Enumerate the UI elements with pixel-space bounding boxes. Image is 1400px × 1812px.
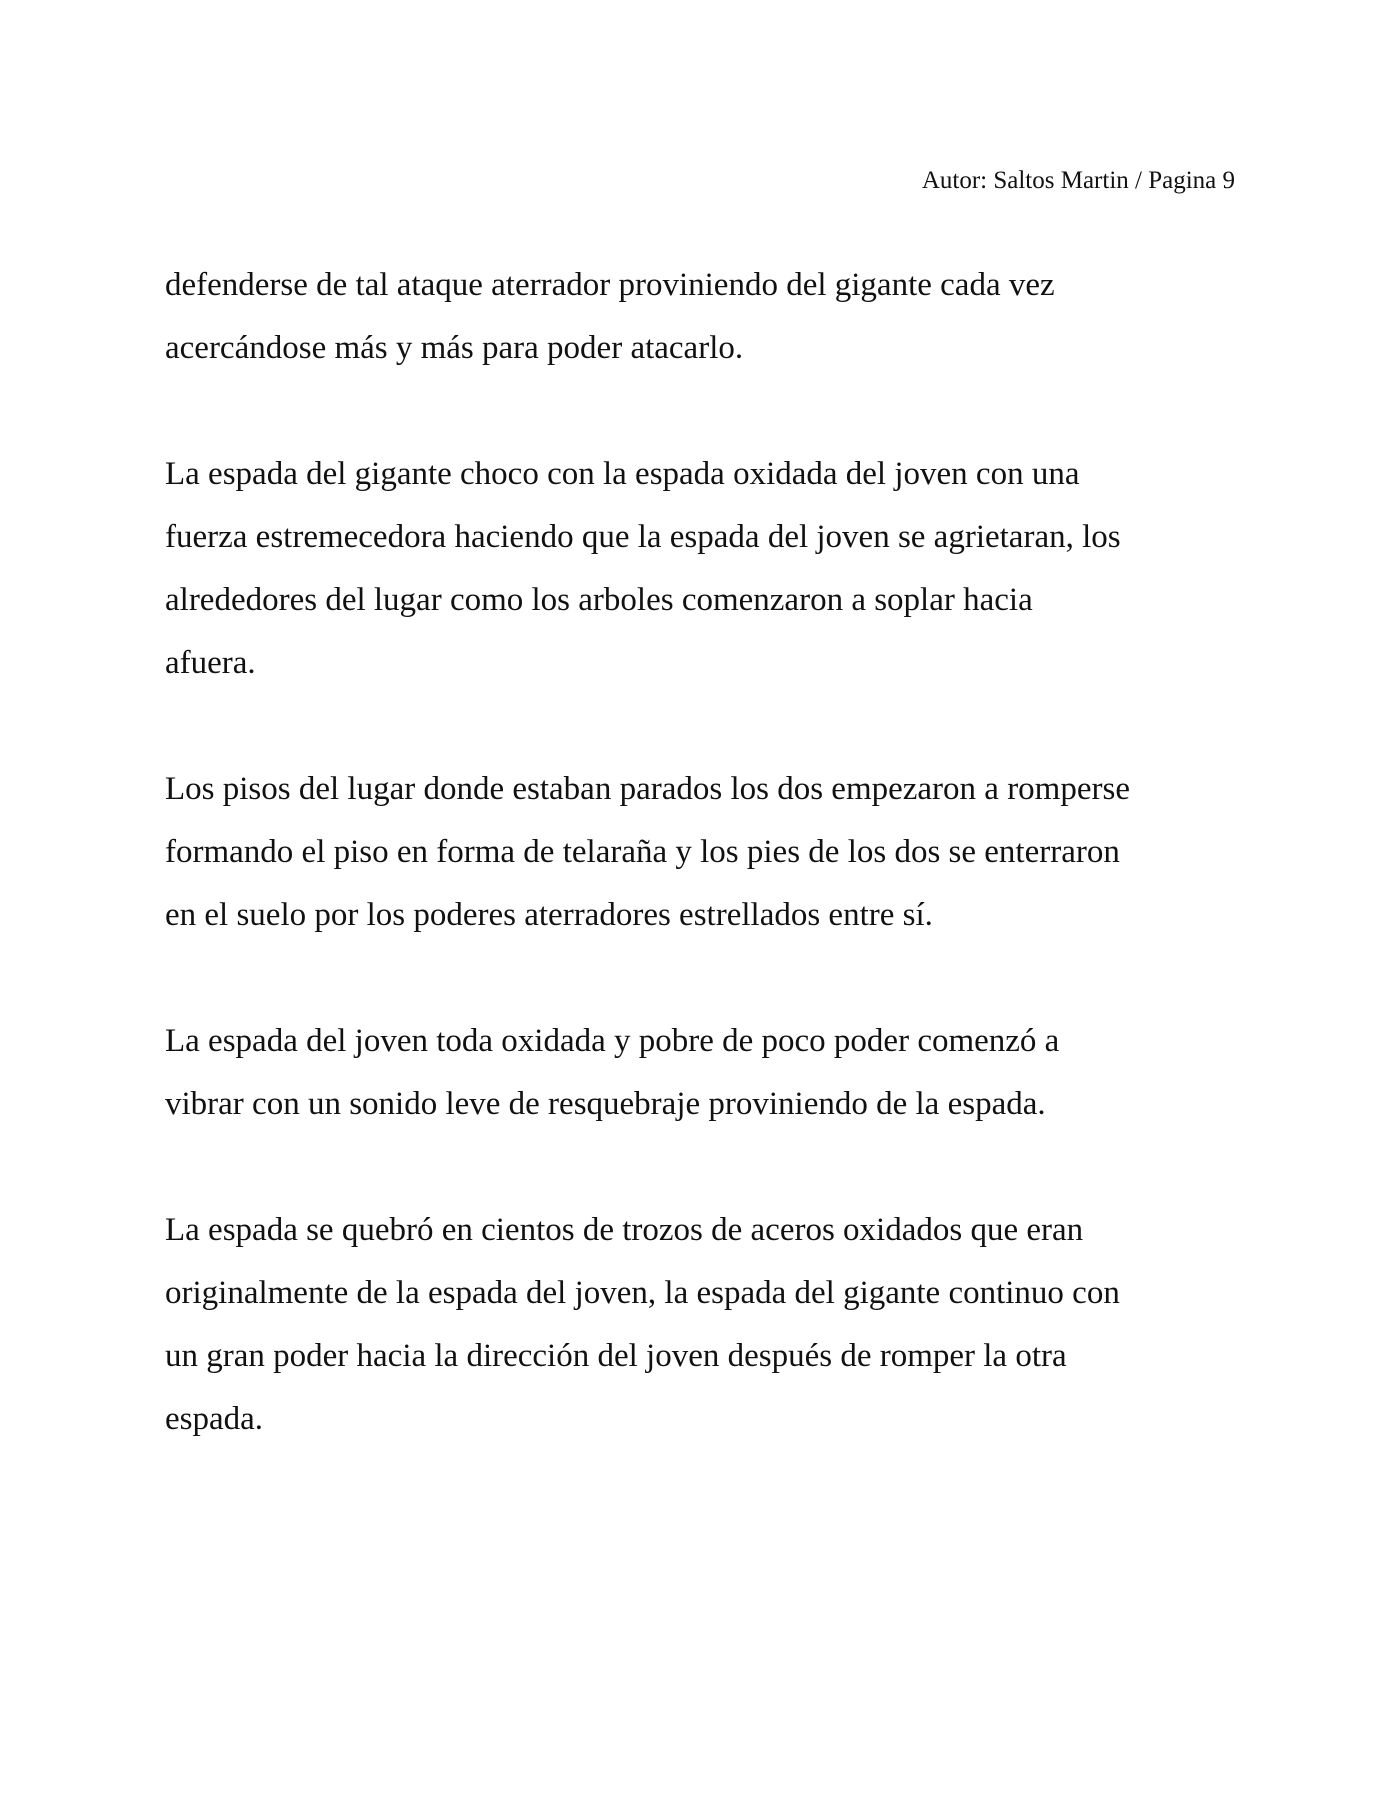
text-line: afuera. (165, 645, 256, 681)
text-line: espada. (165, 1401, 264, 1437)
text-line: La espada del gigante choco con la espada oxidada del joven con una (165, 456, 1080, 492)
paragraph (165, 254, 1250, 380)
text-line: acercándose más y más para poder atacarlo. (165, 330, 744, 366)
text-line: Los pisos del lugar donde estaban parados los dos empezaron a romperse (165, 771, 1130, 807)
text-line: un gran poder hacia la dirección del joven después de romper la otra (165, 1338, 1067, 1374)
text-line: formando el piso en forma de telaraña y los pies de los dos se enterraron (165, 834, 1120, 870)
text-line: originalmente de la espada del joven, la espada del gigante continuo con (165, 1275, 1120, 1311)
text-line: La espada se quebró en cientos de trozos de aceros oxidados que eran (165, 1212, 1084, 1248)
paragraph (165, 1010, 1250, 1136)
paragraph (165, 443, 1250, 695)
text-line: La espada del joven toda oxidada y pobre de poco poder comenzó a (165, 1023, 1060, 1059)
page-header: Autor: Saltos Martin / Pagina 9 (921, 167, 1235, 194)
text-line: vibrar con un sonido leve de resquebraje proviniendo de la espada. (165, 1086, 1046, 1122)
text-line: fuerza estremecedora haciendo que la espada del joven se agrietaran, los (165, 519, 1121, 555)
document-body (165, 254, 1250, 1514)
text-line: en el suelo por los poderes aterradores estrellados entre sí. (165, 897, 933, 933)
paragraph (165, 1199, 1250, 1451)
text-line: alrededores del lugar como los arboles comenzaron a soplar hacia (165, 582, 1033, 618)
text-line: defenderse de tal ataque aterrador proviniendo del gigante cada vez (165, 267, 1055, 303)
paragraph (165, 758, 1250, 947)
